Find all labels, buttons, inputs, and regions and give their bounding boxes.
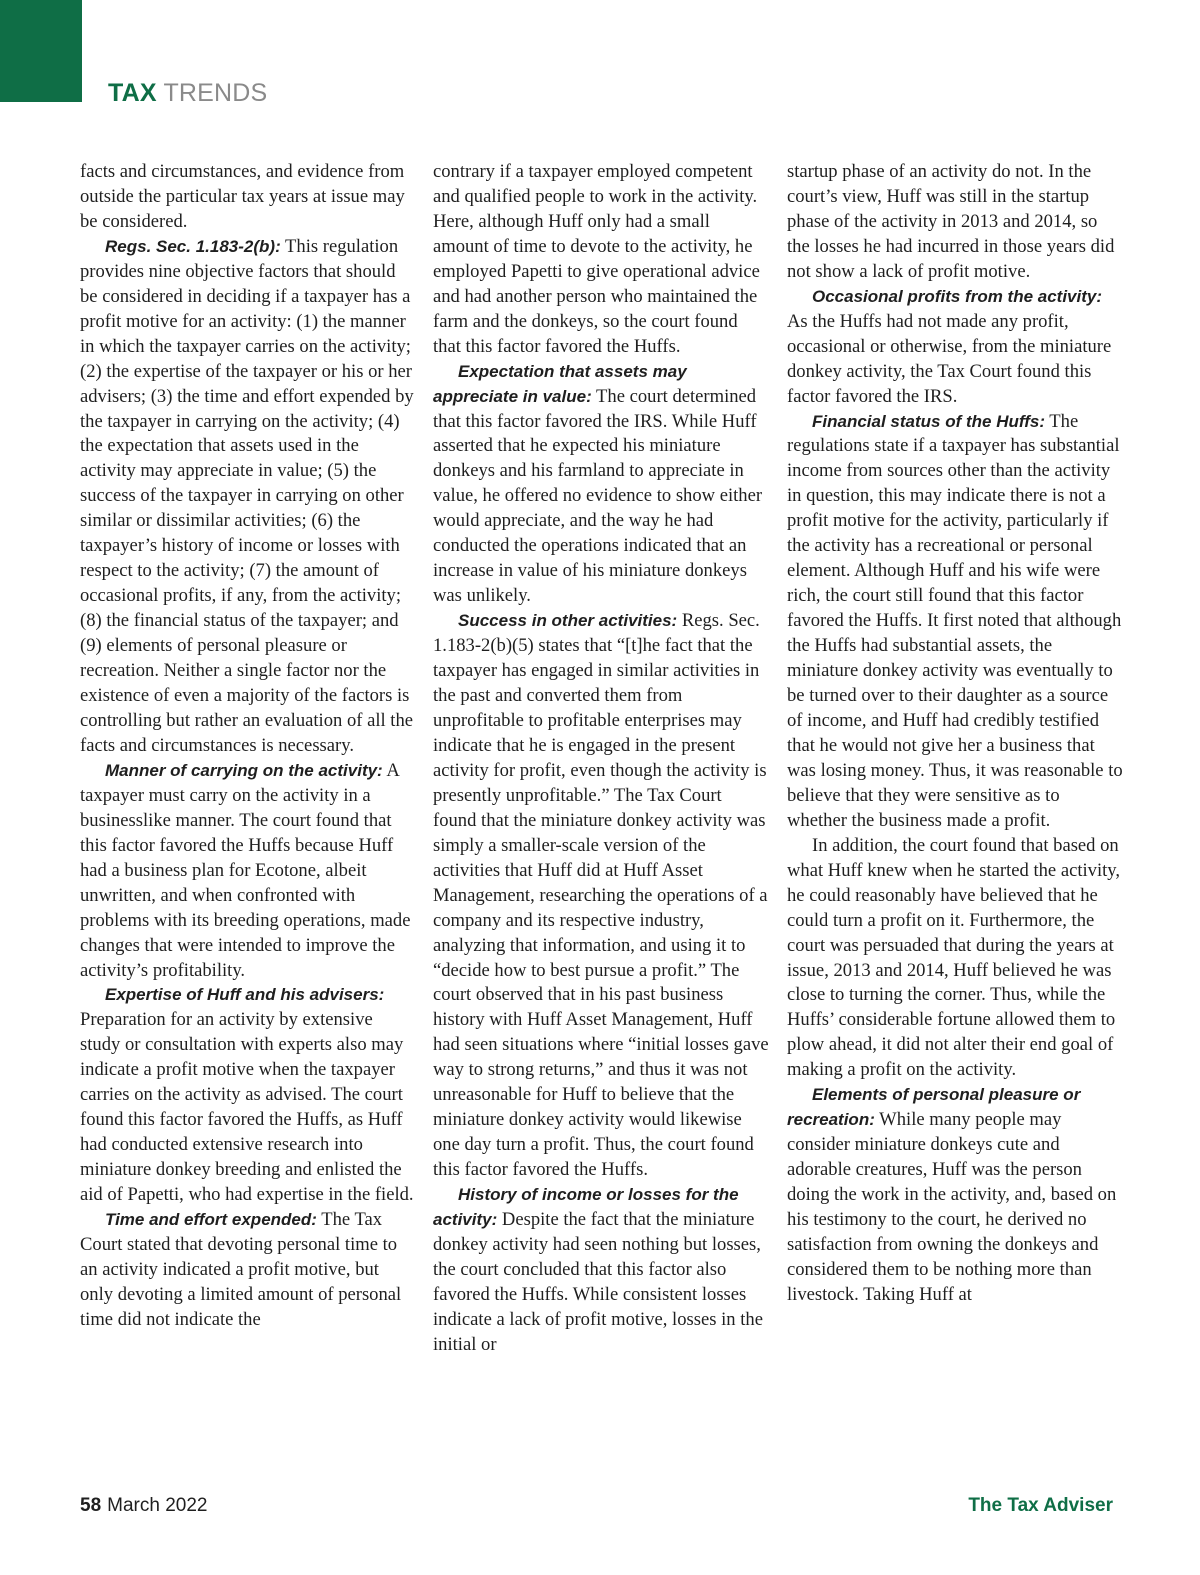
paragraph-lead: Expectation that assets may appreciate in value: bbox=[433, 361, 687, 406]
paragraph bbox=[433, 360, 769, 610]
paragraph-lead: Time and effort expended: bbox=[105, 1210, 317, 1230]
paragraph bbox=[787, 285, 1123, 410]
page-footer-left bbox=[80, 1494, 207, 1518]
paragraph-text: The court determined that this factor favored the IRS. While Huff asserted that he expected his miniature donkeys and his farmland to appreciate in value, he offered no evidence to show either would appreciate, and the way he had conducted the operations indicated that an increase in value of his miniature donkeys was unlikely. bbox=[433, 385, 763, 607]
paragraph-text: Preparation for an activity by extensive study or consultation with experts also may indicate a profit motive when the taxpayer carries on the activity as advised. The court found this factor favored the Huffs, as Huff had conducted extensive research into miniature donkey breeding and enlisted the aid of Papetti, who had expertise in the field. bbox=[80, 1009, 414, 1206]
text-column-3 bbox=[787, 160, 1123, 1308]
paragraph bbox=[80, 235, 416, 759]
text-column-1 bbox=[80, 160, 416, 1333]
header-accent-bar bbox=[0, 0, 82, 102]
paragraph bbox=[433, 609, 769, 1183]
paragraph-text: In addition, the court found that based on what Huff knew when he started the activity, he could reasonably have believed that he could turn a profit on it. Furthermore, the court was persuaded that during the years at issue, 2013 and 2014, Huff believed he was close to turning the corner. Thus, while the Huffs’ considerable fortune allowed them to plow ahead, it did not alter their end goal of making a profit on the activity. bbox=[787, 834, 1121, 1081]
paragraph-text: Regs. Sec. 1.183-2(b)(5) states that “[t]he fact that the taxpayer has engaged in similar activities in the past and converted them from unprofitable to profitable enterprises may indicate that he is engaged in the present activity for profit, even though the activity is presently unprofitable.” The Tax Court found that the miniature donkey activity was simply a smaller-scale version of the activities that Huff did at Huff Asset Management, researching the operations of a company and its respective industry, analyzing that information, and using it to “decide how to best pursue a profit.” The court observed that in his past business history with Huff Asset Management, Huff had seen situations where “initial losses gave way to strong returns,” and thus it was not unreasonable for Huff to believe that the miniature donkey activity would likewise one day turn a profit. Thus, the court found this factor favored the Huffs. bbox=[433, 610, 769, 1181]
section-header-bold: TAX bbox=[108, 79, 157, 107]
paragraph bbox=[787, 160, 1123, 285]
paragraph bbox=[80, 160, 416, 235]
paragraph-text: A taxpayer must carry on the activity in a businesslike manner. The court found that this factor favored the Huffs because Huff had a business plan for Ecotone, albeit unwritten, and when confronted with problems with its breeding operations, made changes that were intended to improve the activity’s profitability. bbox=[80, 759, 411, 981]
paragraph bbox=[433, 1183, 769, 1358]
paragraph-lead: History of income or losses for the activity: bbox=[433, 1185, 739, 1230]
paragraph-text: As the Huffs had not made any profit, occasional or otherwise, from the miniature donkey activity, the Tax Court found this factor favored the IRS. bbox=[787, 310, 1112, 407]
paragraph-text: Despite the fact that the miniature donkey activity had seen nothing but losses, the court concluded that this factor also favored the Huffs. While consistent losses indicate a lack of profit motive, losses in the initial or bbox=[433, 1209, 763, 1355]
paragraph bbox=[787, 834, 1123, 1084]
paragraph-text: facts and circumstances, and evidence from outside the particular tax years at issue may be considered. bbox=[80, 161, 405, 232]
paragraph bbox=[80, 983, 416, 1208]
paragraph bbox=[80, 1208, 416, 1333]
text-column-2 bbox=[433, 160, 769, 1358]
paragraph-lead: Financial status of the Huffs: bbox=[812, 411, 1045, 431]
paragraph-text: contrary if a taxpayer employed competent and qualified people to work in the activity. Here, although Huff only had a small amount of time to devote to the activity, he employed Papetti to give operational advice and had another person who maintained the farm and the donkeys, so the court found that this factor favored the Huffs. bbox=[433, 161, 760, 357]
paragraph-text: startup phase of an activity do not. In the court’s view, Huff was still in the startup phase of the activity in 2013 and 2014, so the losses he had incurred in those years did not show a lack of profit motive. bbox=[787, 161, 1115, 282]
publication-name: The Tax Adviser bbox=[968, 1495, 1113, 1516]
paragraph-lead: Manner of carrying on the activity: bbox=[105, 760, 383, 780]
paragraph bbox=[787, 1083, 1123, 1308]
paragraph-text: This regulation provides nine objective factors that should be considered in deciding if a taxpayer has a profit motive for an activity: (1) the manner in which the taxpayer carries on the activity; (2) the expertise of the taxpayer or his or her advisers; (3) the time and effort expended by the taxpayer in carrying on the activity; (4) the expectation that assets used in the activity may appreciate in value; (5) the success of the taxpayer in carrying on other similar or dissimilar activities; (6) the taxpayer’s history of income or losses with respect to the activity; (7) the amount of occasional profits, if any, from the activity; (8) the financial status of the taxpayer; and (9) elements of personal pleasure or recreation. Neither a single factor nor the existence of even a majority of the factors is controlling but rather an evaluation of all the facts and circumstances is necessary. bbox=[80, 235, 414, 756]
paragraph bbox=[787, 410, 1123, 834]
issue-date: March 2022 bbox=[107, 1495, 208, 1516]
paragraph bbox=[80, 759, 416, 984]
paragraph-text: While many people may consider miniature donkeys cute and adorable creatures, Huff was the person doing the work in the activity, and, based on his testimony to the court, he derived no satisfaction from owning the donkeys and considered them to be nothing more than livestock. Taking Huff at bbox=[787, 1109, 1117, 1305]
section-header bbox=[108, 78, 267, 108]
paragraph-text: The Tax Court stated that devoting personal time to an activity indicated a profit motive, but only devoting a limited amount of personal time did not indicate the bbox=[80, 1209, 402, 1330]
paragraph-lead: Elements of personal pleasure or recreation: bbox=[787, 1085, 1081, 1130]
section-header-light: TRENDS bbox=[163, 79, 268, 107]
paragraph-lead: Expertise of Huff and his advisers: bbox=[105, 985, 385, 1005]
paragraph bbox=[433, 160, 769, 360]
paragraph-lead: Success in other activities: bbox=[458, 611, 678, 631]
paragraph-lead: Occasional profits from the activity: bbox=[812, 286, 1103, 306]
page-number: 58 bbox=[80, 1495, 102, 1516]
paragraph-text: The regulations state if a taxpayer has substantial income from sources other than the activity in question, this may indicate there is not a profit motive for the activity, particularly if the activity has a recreational or personal element. Although Huff and his wife were rich, the court still found that this factor favored the Huffs. It first noted that although the Huffs had substantial assets, the miniature donkey activity was eventually to be turned over to their daughter as a source of income, and Huff had credibly testified that he would not give her a business that was losing money. Thus, it was reasonable to believe that they were sensitive as to whether the business made a profit. bbox=[787, 410, 1123, 831]
paragraph-lead: Regs. Sec. 1.183-2(b): bbox=[105, 236, 281, 256]
